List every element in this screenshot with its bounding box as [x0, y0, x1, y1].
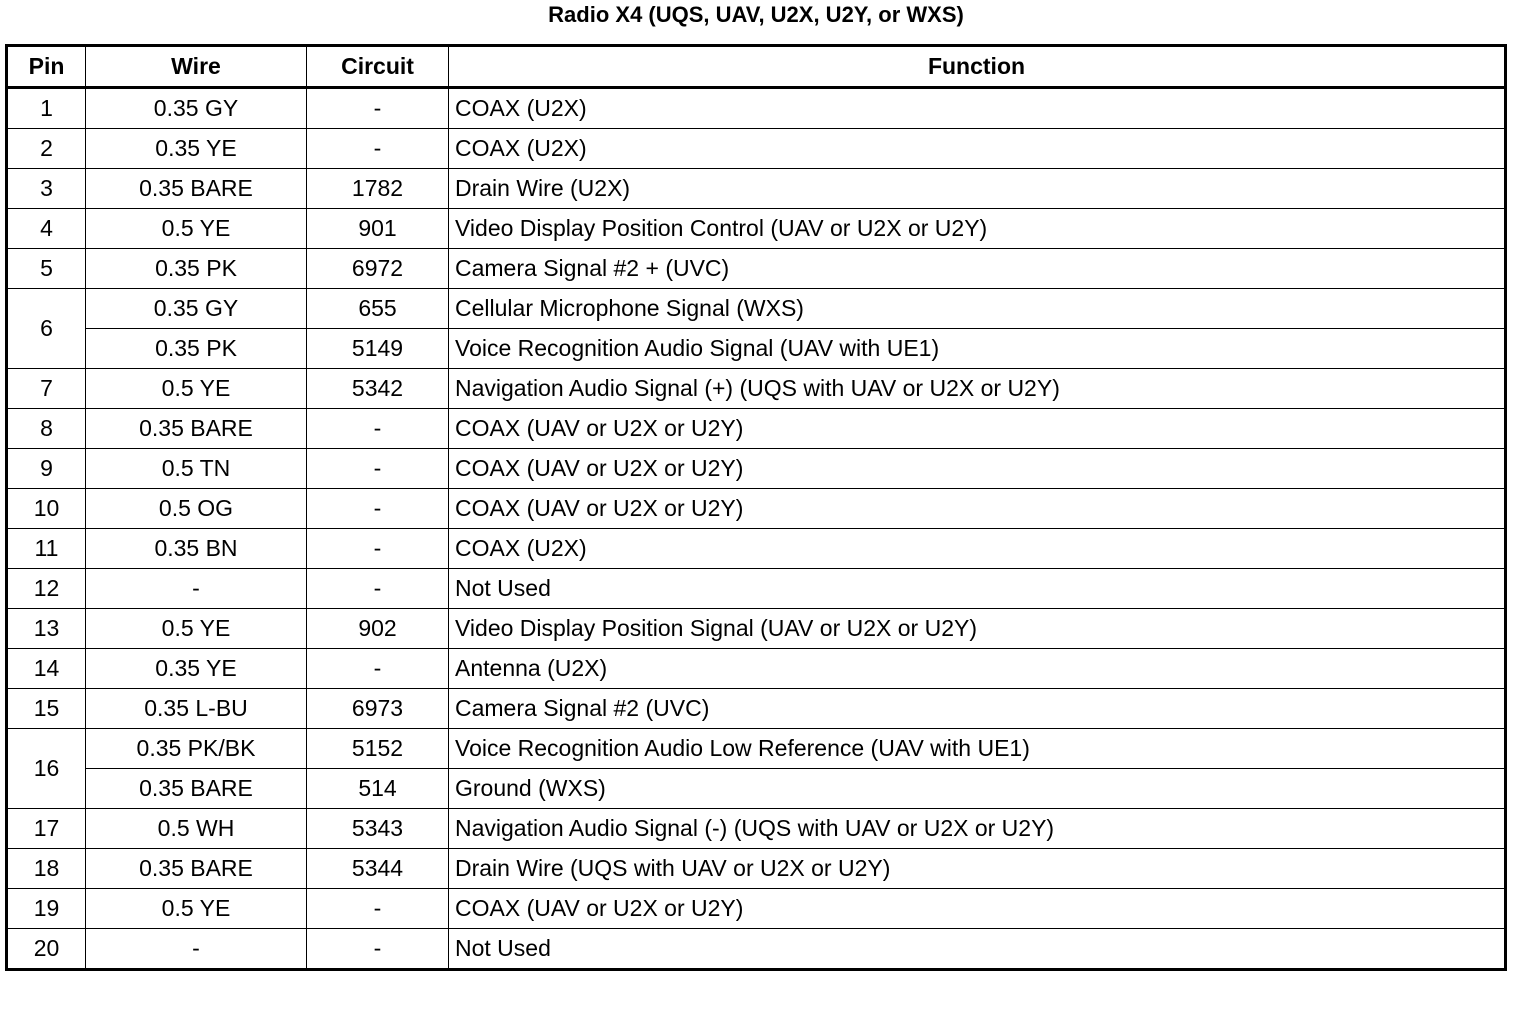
table-row	[7, 849, 1506, 889]
table-header	[7, 46, 1506, 88]
page-title: Radio X4 (UQS, UAV, U2X, U2Y, or WXS)	[548, 2, 964, 27]
table-row	[7, 889, 1506, 929]
circuit-cell: -	[307, 649, 449, 689]
wire-cell: 0.35 BN	[86, 529, 307, 569]
table-row	[7, 609, 1506, 649]
circuit-cell: -	[307, 129, 449, 169]
function-cell: Not Used	[449, 569, 1506, 609]
pin-number-cell: 2	[7, 129, 86, 169]
header-wire: Wire	[86, 46, 307, 88]
table-row	[7, 769, 1506, 809]
wire-cell: 0.5 WH	[86, 809, 307, 849]
table-row	[7, 329, 1506, 369]
header-circuit: Circuit	[307, 46, 449, 88]
circuit-cell: 1782	[307, 169, 449, 209]
circuit-cell: 902	[307, 609, 449, 649]
pin-number-cell: 4	[7, 209, 86, 249]
function-cell: Ground (WXS)	[449, 769, 1506, 809]
header-function: Function	[449, 46, 1506, 88]
wire-cell: 0.35 PK	[86, 249, 307, 289]
circuit-cell: -	[307, 529, 449, 569]
wire-cell: 0.35 YE	[86, 129, 307, 169]
function-cell: Video Display Position Signal (UAV or U2X or U2Y)	[449, 609, 1506, 649]
pin-number-cell: 3	[7, 169, 86, 209]
circuit-cell: -	[307, 569, 449, 609]
function-cell: Not Used	[449, 929, 1506, 970]
table-row	[7, 409, 1506, 449]
wire-cell: 0.35 YE	[86, 649, 307, 689]
wire-cell: 0.35 BARE	[86, 849, 307, 889]
circuit-cell: 5152	[307, 729, 449, 769]
pin-number-cell: 1	[7, 88, 86, 129]
pin-number-cell: 6	[7, 289, 86, 369]
function-cell: Navigation Audio Signal (+) (UQS with UAV or U2X or U2Y)	[449, 369, 1506, 409]
function-cell: Voice Recognition Audio Signal (UAV with UE1)	[449, 329, 1506, 369]
wire-cell: 0.5 YE	[86, 369, 307, 409]
table-row	[7, 369, 1506, 409]
table-row	[7, 169, 1506, 209]
table-row	[7, 249, 1506, 289]
table-row	[7, 449, 1506, 489]
function-cell: COAX (U2X)	[449, 529, 1506, 569]
table-row	[7, 729, 1506, 769]
wire-cell: 0.5 TN	[86, 449, 307, 489]
pin-number-cell: 19	[7, 889, 86, 929]
function-cell: Voice Recognition Audio Low Reference (UAV with UE1)	[449, 729, 1506, 769]
circuit-cell: 655	[307, 289, 449, 329]
pin-number-cell: 15	[7, 689, 86, 729]
table-row	[7, 649, 1506, 689]
pin-number-cell: 7	[7, 369, 86, 409]
wire-cell: 0.5 OG	[86, 489, 307, 529]
function-cell: COAX (UAV or U2X or U2Y)	[449, 889, 1506, 929]
function-cell: Video Display Position Control (UAV or U2X or U2Y)	[449, 209, 1506, 249]
wire-cell: 0.35 BARE	[86, 169, 307, 209]
circuit-cell: 901	[307, 209, 449, 249]
header-row	[7, 46, 1506, 88]
wire-cell: -	[86, 929, 307, 970]
function-cell: Camera Signal #2 + (UVC)	[449, 249, 1506, 289]
circuit-cell: -	[307, 409, 449, 449]
wire-cell: 0.35 GY	[86, 88, 307, 129]
pin-number-cell: 16	[7, 729, 86, 809]
circuit-cell: 5344	[307, 849, 449, 889]
wire-cell: 0.5 YE	[86, 889, 307, 929]
wire-cell: 0.5 YE	[86, 609, 307, 649]
table-body	[7, 88, 1506, 970]
table-row	[7, 929, 1506, 970]
function-cell: Cellular Microphone Signal (WXS)	[449, 289, 1506, 329]
circuit-cell: -	[307, 489, 449, 529]
function-cell: Drain Wire (U2X)	[449, 169, 1506, 209]
circuit-cell: 6973	[307, 689, 449, 729]
wire-cell: 0.35 PK/BK	[86, 729, 307, 769]
circuit-cell: 5149	[307, 329, 449, 369]
pin-number-cell: 18	[7, 849, 86, 889]
wire-cell: 0.35 PK	[86, 329, 307, 369]
circuit-cell: -	[307, 449, 449, 489]
function-cell: COAX (UAV or U2X or U2Y)	[449, 409, 1506, 449]
function-cell: COAX (UAV or U2X or U2Y)	[449, 449, 1506, 489]
wire-cell: 0.35 BARE	[86, 409, 307, 449]
table-row	[7, 289, 1506, 329]
circuit-cell: 5343	[307, 809, 449, 849]
pin-number-cell: 8	[7, 409, 86, 449]
table-row	[7, 809, 1506, 849]
function-cell: COAX (U2X)	[449, 88, 1506, 129]
table-row	[7, 129, 1506, 169]
circuit-cell: 5342	[307, 369, 449, 409]
function-cell: Drain Wire (UQS with UAV or U2X or U2Y)	[449, 849, 1506, 889]
function-cell: Camera Signal #2 (UVC)	[449, 689, 1506, 729]
pin-number-cell: 13	[7, 609, 86, 649]
function-cell: Antenna (U2X)	[449, 649, 1506, 689]
circuit-cell: -	[307, 929, 449, 970]
connector-pinout-table	[5, 44, 1507, 971]
pin-number-cell: 12	[7, 569, 86, 609]
header-pin: Pin	[7, 46, 86, 88]
table-row	[7, 489, 1506, 529]
function-cell: COAX (U2X)	[449, 129, 1506, 169]
wire-cell: 0.35 GY	[86, 289, 307, 329]
table-row	[7, 689, 1506, 729]
table-row	[7, 88, 1506, 129]
wire-cell: 0.35 BARE	[86, 769, 307, 809]
function-cell: COAX (UAV or U2X or U2Y)	[449, 489, 1506, 529]
pin-number-cell: 9	[7, 449, 86, 489]
wire-cell: 0.5 YE	[86, 209, 307, 249]
pin-number-cell: 5	[7, 249, 86, 289]
pin-number-cell: 17	[7, 809, 86, 849]
table-row	[7, 529, 1506, 569]
table-row	[7, 569, 1506, 609]
circuit-cell: -	[307, 889, 449, 929]
pin-number-cell: 20	[7, 929, 86, 970]
function-cell: Navigation Audio Signal (-) (UQS with UAV or U2X or U2Y)	[449, 809, 1506, 849]
circuit-cell: -	[307, 88, 449, 129]
circuit-cell: 514	[307, 769, 449, 809]
wire-cell: 0.35 L-BU	[86, 689, 307, 729]
pin-number-cell: 10	[7, 489, 86, 529]
wire-cell: -	[86, 569, 307, 609]
table-row	[7, 209, 1506, 249]
pin-number-cell: 11	[7, 529, 86, 569]
circuit-cell: 6972	[307, 249, 449, 289]
pin-number-cell: 14	[7, 649, 86, 689]
